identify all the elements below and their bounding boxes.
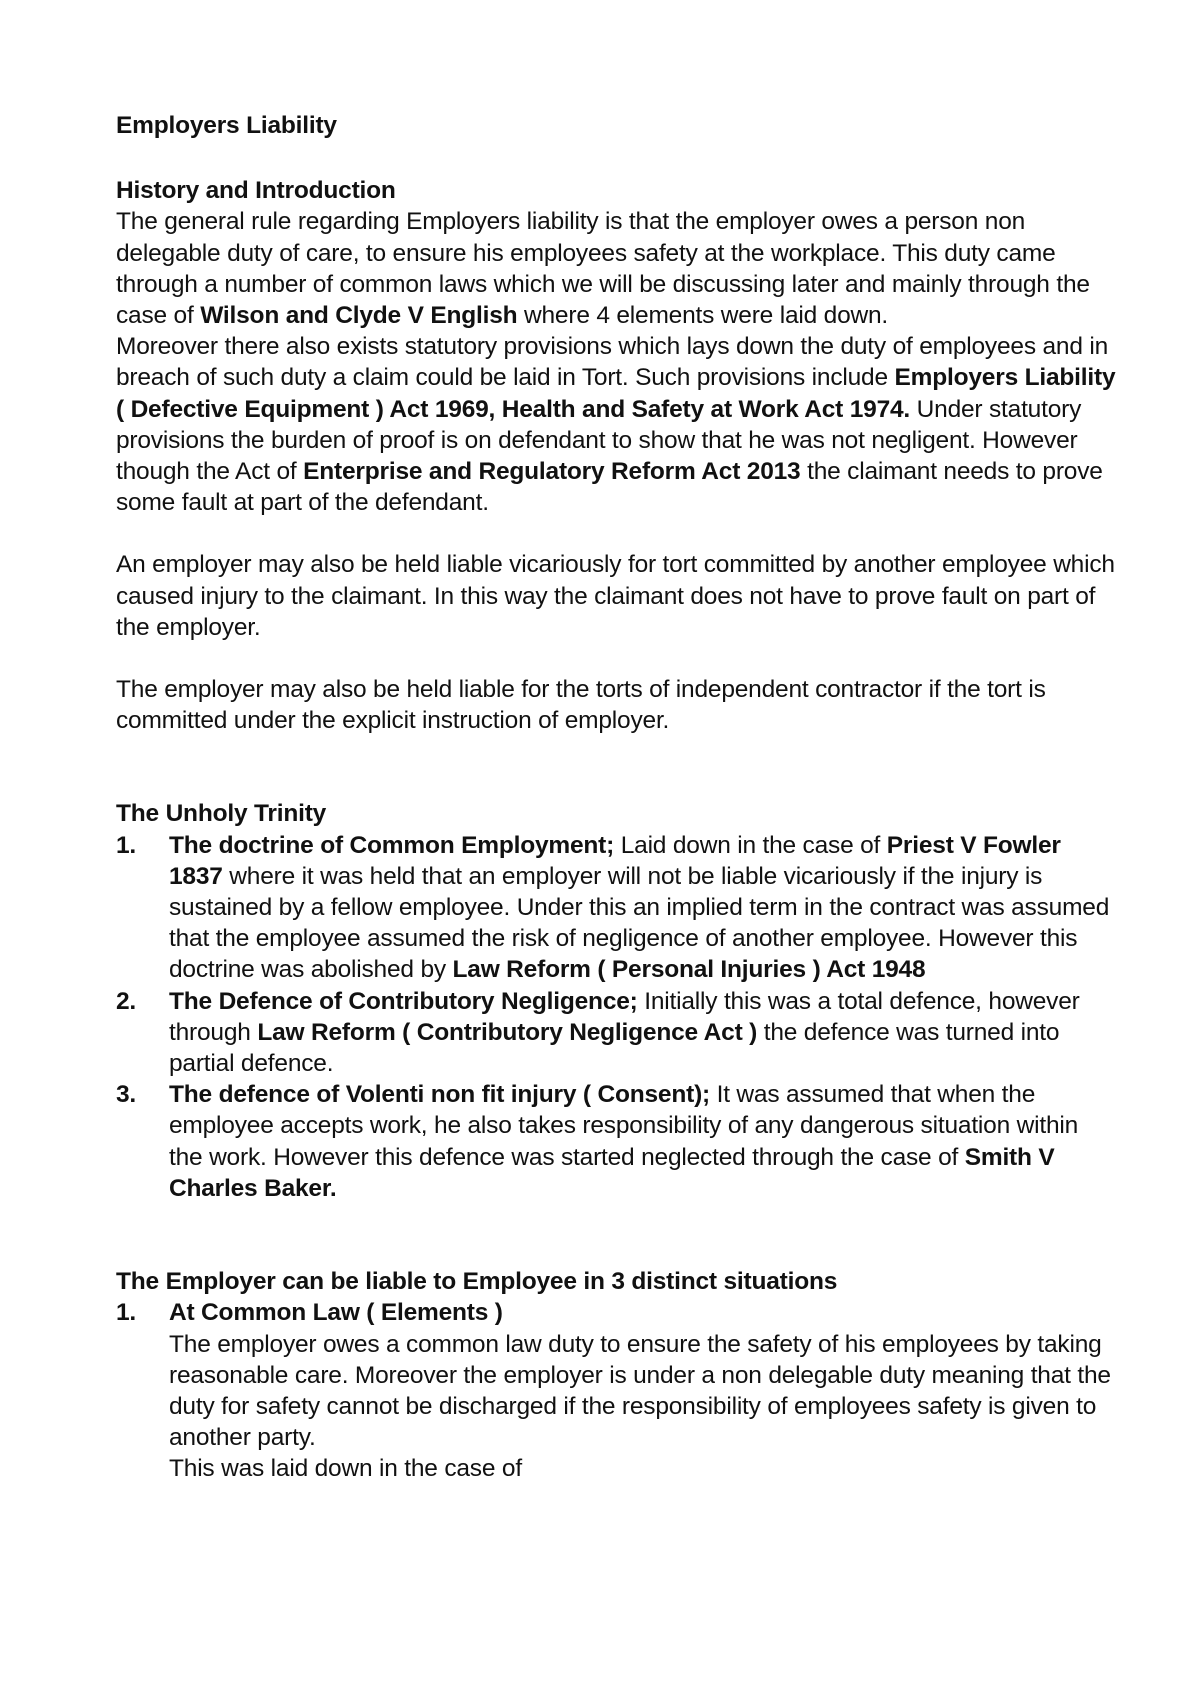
list-item bbox=[116, 1297, 1116, 1484]
case-reference: Smith V Charles Baker. bbox=[169, 1143, 1055, 1202]
document-title: Employers Liability bbox=[116, 112, 337, 139]
spacer bbox=[116, 1204, 1116, 1266]
statute-reference: Law Reform ( Personal Injuries ) Act 1948 bbox=[452, 956, 926, 984]
paragraph-independent-contractor: The employer may also be held liable for the torts of independent contractor if the tort is committed under the explicit instruction of employer. bbox=[116, 676, 1046, 735]
paragraph-general-rule: The general rule regarding Employers liability is that the employer owes a person non delegable duty of care, to ensure his employees safety at the workplace. This duty came through a number of common laws which we will be discussing later and mainly through the case of Wilson and Clyde V English where 4 elements were laid down. bbox=[116, 208, 1090, 330]
statute-reference: Enterprise and Regulatory Reform Act 2013 bbox=[303, 458, 801, 486]
list-item-tail: This was laid down in the case of bbox=[169, 1455, 522, 1483]
list-item-title: At Common Law ( Elements ) bbox=[169, 1299, 503, 1327]
statute-reference: Law Reform ( Contributory Negligence Act ) bbox=[257, 1018, 758, 1046]
paragraph-vicarious-liability: An employer may also be held liable vicariously for tort committed by another employee which caused injury to the claimant. In this way the claimant does not have to prove fault on part of the employer. bbox=[116, 551, 1115, 641]
list-item: 1. The doctrine of Common Employment; Laid down in the case of Priest V Fowler 1837 where it was held that an employer will not be liable vicariously if the injury is sustained by a fellow employee. Under this an implied term in the contract was assumed that the employee assumed the risk of negligence of another employee. However this doctrine was abolished by Law Reform ( Personal Injuries ) Act 1948 bbox=[116, 831, 1110, 984]
section-heading-history: History and Introduction bbox=[116, 177, 396, 205]
list-item-body: The employer owes a common law duty to ensure the safety of his employees by taking reasonable care. Moreover the employer is under a non delegable duty meaning that the duty for safety cannot be discharged if the responsibility of employees safety is given to another party. bbox=[169, 1330, 1111, 1452]
unholy-trinity-list bbox=[116, 830, 1116, 1204]
case-reference: Wilson and Clyde V English bbox=[200, 302, 518, 330]
spacer bbox=[116, 643, 1116, 674]
statute-reference: Employers Liability ( Defective Equipment ) Act 1969, Health and Safety at Work Act 1974. bbox=[116, 364, 1116, 423]
paragraph-statutory-provisions: Moreover there also exists statutory provisions which lays down the duty of employees and in breach of such duty a claim could be laid in Tort. Such provisions include Employers Liability ( Defective Equipment ) Act 1969, Health and Safety at Work Act 1974. Under statutory provisions the burden of proof is on defendant to show that he was not negligent. However though the Act of Enterprise and Regulatory Reform Act 2013 the claimant needs to prove some fault at part of the defendant. bbox=[116, 333, 1116, 517]
spacer bbox=[116, 736, 1116, 798]
list-number: 1. bbox=[116, 1299, 137, 1327]
case-reference: Priest V Fowler 1837 bbox=[169, 831, 1061, 890]
list-number: 3. bbox=[116, 1081, 137, 1109]
spacer bbox=[116, 141, 1116, 175]
list-number: 1. bbox=[116, 831, 137, 859]
employer-liability-list bbox=[116, 1297, 1116, 1484]
section-heading-unholy-trinity: The Unholy Trinity bbox=[116, 800, 327, 828]
list-item: 2. The Defence of Contributory Negligence; Initially this was a total defence, however through Law Reform ( Contributory Negligence Act ) the defence was turned into partial defence. bbox=[116, 987, 1080, 1078]
list-item: 3. The defence of Volenti non fit injury ( Consent); It was assumed that when the employee accepts work, he also takes responsibility of any dangerous situation within the work. However this defence was started neglected through the case of Smith V Charles Baker. bbox=[116, 1081, 1079, 1202]
section-heading-employer-liable: The Employer can be liable to Employee in 3 distinct situations bbox=[116, 1268, 838, 1296]
document-body bbox=[116, 110, 1116, 1485]
list-number: 2. bbox=[116, 987, 137, 1015]
spacer bbox=[116, 518, 1116, 549]
